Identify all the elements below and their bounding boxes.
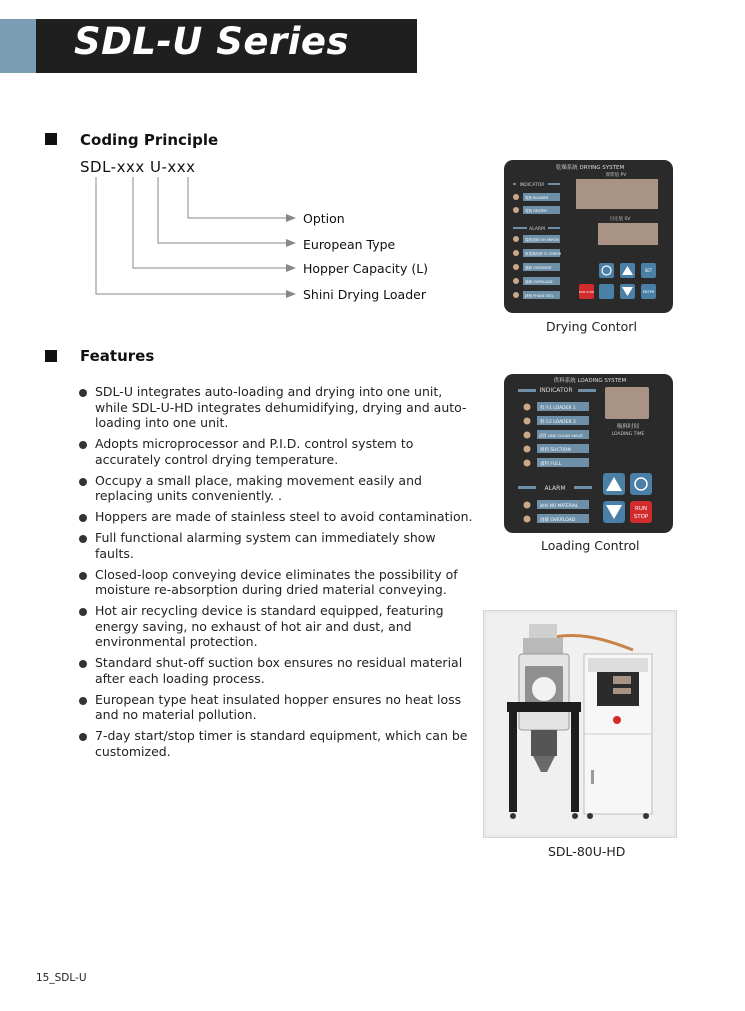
function-button [599,284,614,299]
model-code: SDL-xxx U-xxx [80,158,196,176]
indicator-chip-label: 料斗2 LOADER 2 [540,420,576,425]
feature-text: Hoppers are made of stainless steel to avoid contamination. [95,509,473,524]
drying-control-panel [504,160,673,313]
list-item [78,728,478,759]
lamp-icon [513,207,519,213]
coding-principle-heading: Coding Principle [80,131,219,149]
stand-leg [509,710,517,812]
feature-text: Hot air recycling device is standard equipped, featuring energy saving, no exhaust of hot air and dust, and environmental protection. [95,603,444,649]
section-marker [45,350,57,362]
cabinet-top-panel [588,658,648,672]
mini-display [613,688,631,694]
enter-label: ENTER [642,290,655,294]
list-item [78,530,478,561]
timer-button [630,473,652,495]
lamp-icon [524,516,531,523]
list-item [78,655,478,686]
label-shini-drying-loader: Shini Drying Loader [303,287,426,302]
bullet-dot [79,697,87,705]
alarm-chip-label: 熱電偶故障 TC ERROR [525,252,562,256]
bar-deco [548,227,560,229]
lamp-icon [524,446,531,453]
hopper-base [531,730,557,756]
door-handle [591,770,594,784]
bullet-dot [79,608,87,616]
loading-time-cn-label: 吸料时间 [616,424,640,430]
lamp-icon [524,432,531,439]
arrow-option [286,214,296,222]
bullet-dot [79,514,87,522]
loading-control-caption: Loading Control [541,538,640,553]
bullet-dot [79,441,87,449]
bullet-dot [79,733,87,741]
loading-time-label: LOADING TIME [611,432,645,437]
indicator-chip-label: 清管 LINE CLEAN VALVE [539,433,583,438]
stand-leg [571,710,579,812]
sv-display [598,223,658,245]
run-stop-label: RUN STOP [578,290,595,294]
feature-text: 7-day start/stop timer is standard equipment, which can be customized. [95,728,468,759]
indicator-chip-label: 料斗1 LOADER 1 [540,406,576,411]
features-list [78,384,478,765]
indicator-chip-label: 滿料 FULL [540,462,562,467]
sv-label: 目定值 SV [609,217,631,222]
list-item [78,692,478,723]
feature-text: Closed-loop conveying device eliminates the possibility of moisture re-absorption during dried material conveying. [95,566,458,597]
connector-european [158,177,286,243]
indicator-label: INDICATOR [539,387,573,394]
emergency-stop-icon [613,716,621,724]
page-footer: 15_SDL-U [36,972,87,984]
indicator-label: INDICATOR [519,183,545,188]
arrow-loader [286,290,296,298]
lamp-icon [524,502,531,509]
feature-text: Standard shut-off suction box ensures no residual material after each loading process. [95,655,463,686]
bullet-dot [79,389,87,397]
alarm-chip-label: 缺相 PHASE SEQ. [525,294,555,298]
drying-panel-title: 乾燥系統 DRYING SYSTEM [555,165,625,171]
list-item [78,509,478,525]
connector-loader [96,177,286,294]
lamp-icon [513,236,519,242]
indicator-chip-label: 吸料 SUCTION [540,448,571,453]
lamp-icon [524,460,531,467]
bar-deco [548,183,560,185]
pv-label: 實際值 PV [605,173,627,178]
list-item [78,473,478,504]
run-label: RUN [635,506,647,512]
caster-icon [510,813,516,819]
bullet-dot [79,478,87,486]
loading-panel-title: 供料系統 LOADING SYSTEM [553,378,627,384]
lamp-icon [524,404,531,411]
mini-display [613,676,631,684]
list-item [78,567,478,598]
machine-caption: SDL-80U-HD [548,844,626,859]
alarm-chip-label: 過載 OVERLOAD [540,518,576,523]
alarm-chip-label: 電熱故障 OH ERROR [525,238,559,242]
sight-glass [532,677,556,701]
loading-time-display [605,387,649,419]
bullet-dot [79,572,87,580]
indicator-chip-label: 電熱 BLOWER [525,196,549,200]
feature-text: Adopts microprocessor and P.I.D. control system to accurately control drying temperature. [95,436,414,467]
page-title: SDL-U Series [74,20,350,63]
features-heading: Features [80,347,155,365]
bar-deco [518,389,536,392]
indicator-chip-label: 電熱 HEATER [525,209,547,213]
drying-control-caption: Drying Contorl [546,319,637,334]
bar-deco [578,389,596,392]
list-item [78,384,478,431]
stop-label: STOP [633,514,649,520]
label-hopper-capacity: Hopper Capacity (L) [303,261,429,276]
loader-top [529,624,557,638]
arrow-capacity [286,264,296,272]
stand-top [507,702,581,712]
caster-icon [572,813,578,819]
bar-deco [574,486,592,489]
arrow-european [286,239,296,247]
list-item [78,436,478,467]
caster-icon [587,813,593,819]
loading-control-panel [504,374,673,533]
lamp-icon [513,292,519,298]
caster-icon [643,813,649,819]
label-option: Option [303,211,345,226]
connector-option [188,177,286,218]
alarm-chip-label: 過載 OVERLOAD [525,280,553,284]
feature-text: Full functional alarming system can immediately show faults. [95,530,436,561]
lamp-icon [513,194,519,200]
set-label: SET [644,268,653,273]
bullet-dot [79,660,87,668]
lamp-icon [524,418,531,425]
lamp-icon [513,278,519,284]
alarm-chip-label: 過熱 OVERHEAT [525,266,552,270]
feature-text: Occupy a small place, making movement easily and replacing units conveniently. . [95,472,422,503]
feature-text: SDL-U integrates auto-loading and drying into one unit, while SDL-U-HD integrates dehumidifying, drying and auto-loading into one unit. [95,384,467,430]
timer-button [599,263,614,278]
feature-text: European type heat insulated hopper ensures no heat loss and no material pollution. [95,691,462,722]
bullet-dot [79,535,87,543]
machine-photo [483,610,677,838]
lamp-icon [513,264,519,270]
connector-capacity [133,177,286,268]
alarm-label: ALARM [529,227,545,232]
bar-deco [518,486,536,489]
label-european-type: European Type [303,237,396,252]
bar-deco [513,227,527,229]
loader-body [523,638,563,654]
bar-deco [513,183,516,185]
list-item [78,603,478,650]
lamp-icon [513,250,519,256]
alarm-chip-label: 缺料 NO MATERIAL [540,503,579,508]
alarm-label: ALARM [544,485,566,492]
pv-display [576,179,658,209]
